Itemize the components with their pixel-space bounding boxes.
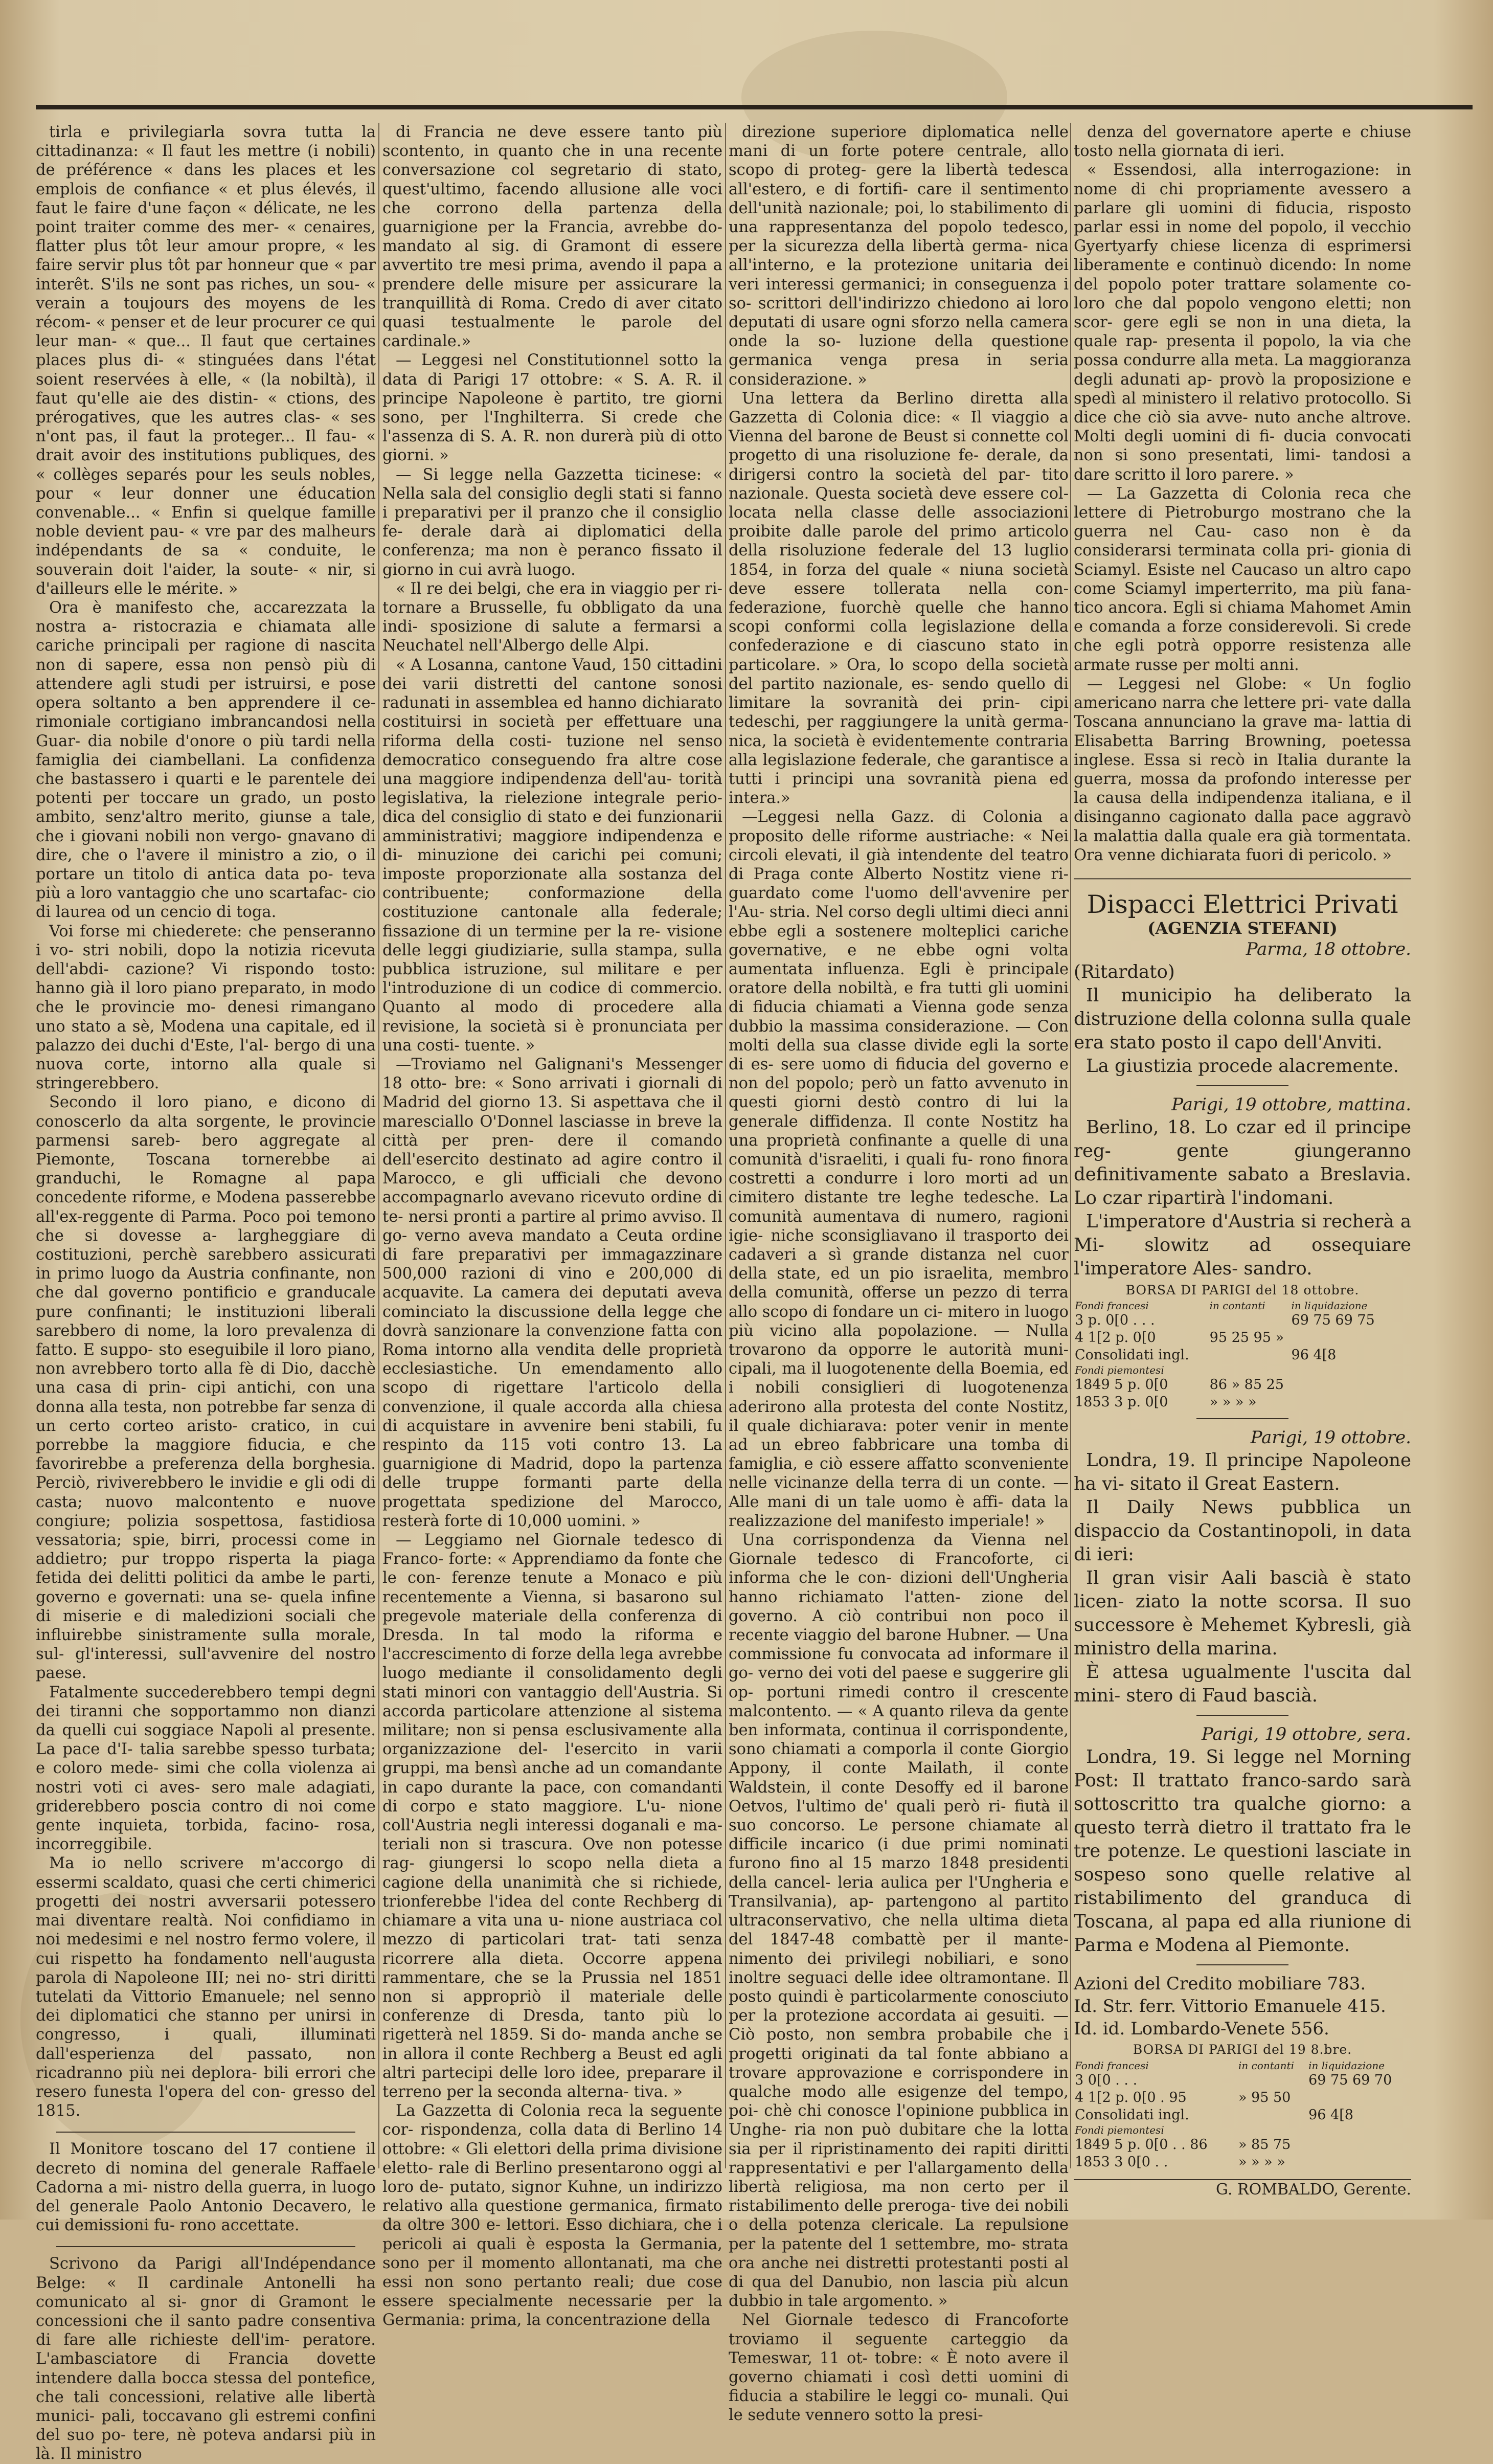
separator <box>56 2132 355 2133</box>
article-paragraph: Il Monitore toscano del 17 contiene il decreto di nomina del generale Raffaele Cadorna a mi- nistro della guerra, in luogo del generale Paolo Antonio Decavero, le cui demissioni fu- rono accettate. <box>36 2140 376 2235</box>
section-separator <box>1074 878 1411 880</box>
bourse-table <box>1074 2059 1411 2171</box>
bourse-label: 4 1[2 p. 0[0 . 95 <box>1075 2089 1187 2105</box>
bourse-value: 69 75 69 70 <box>1308 2072 1392 2088</box>
finance-line <box>1074 1995 1411 2018</box>
article-paragraph: Una lettera da Berlino diretta alla Gazzetta di Colonia dice: « Il viaggio a Vienna del barone de Beust si connette col progetto di una risoluzione fe- derale, da dirigersi contro la società del par- tito nazionale. Questa società deve essere col- locata nella classe delle associazioni proibite dalle parole del primo articolo della risoluzione federale del 13 luglio 1854, in forza del quale « niuna società deve essere tollerata nella con- federazione, fuorchè quelle che hanno scopi conformi colla legislazione della confederazione e di ciascuno stato in particolare. » Ora, lo scopo della società del partito nazionale, es- sendo quello di limitare la sovranità dei prin- cipi tedeschi, per raggiungere la unità germa- nica, la società è evidentemente contraria alla legislazione federale, che garantisce a tutti i principi una sovranità piena ed intera.» <box>729 389 1069 808</box>
bourse-value: 86 » 85 25 <box>1209 1377 1284 1393</box>
finance-label: Id. id. Lombardo-Venete <box>1074 2019 1285 2040</box>
bourse-label: Consolidati ingl. <box>1075 1347 1189 1363</box>
article-paragraph: Voi forse mi chiederete: che penseranno i vo- stri nobili, dopo la notizia ricevuta dell'abdi- cazione? Vi rispondo tosto: hanno già il loro piano preparato, in modo che le provincie mo- denesi rimangano uno stato a sè, Modena una capitale, ed il palazzo dei duchi d'Este, l'al- bergo di una nuova corte, intorno alla quale si stringerebbero. <box>36 922 376 1093</box>
bourse-head: Fondi piemontesi <box>1075 1364 1164 1377</box>
finance-line <box>1074 1973 1411 1995</box>
separator <box>1196 1715 1288 1716</box>
article-paragraph: — La Gazzetta di Colonia reca che lettere di Pietroburgo mostrano che la guerra nel Cau- caso non è da considerarsi terminata colla pri- gionia di Sciamyl. Esiste nel Caucaso un altro capo come Sciamyl imperterrito, ma più fana- tico ancora. Egli si chiama Mahomet Amin e comanda a forze considerevoli. Si crede che egli potrà opporre resistenza alle armate russe per molti anni. <box>1074 484 1411 674</box>
article-paragraph: Fatalmente succederebbero tempi degni dei tiranni che sopportammo non dianzi da quelli cui soggiace Napoli al presente. La pace d'I- talia sarebbe spesso turbata; e coloro mede- simi che colla violenza ai nostri voti ci aves- sero male adagiati, griderebbero poscia contro di noi come gente inquieta, torbida, facino- rosa, incorreggibile. <box>36 1683 376 1854</box>
bourse-table <box>1074 1300 1411 1411</box>
column-rule <box>725 123 726 2168</box>
bourse-value: » » » » <box>1238 2154 1285 2170</box>
article-paragraph: Secondo il loro piano, e dicono di conoscerlo da alta sorgente, le provincie parmensi sareb- bero aggregate al Piemonte, Toscana tornerebbe ai granduchi, le Romagne al papa concedente riforme, e Modena passerebbe all'ex-reggente di Parma. Poco poi temono che si dovesse a- largheggiare di costituzioni, perchè sarebbero assicurati in primo luogo da Austria confinante, non che dal governo pontificio e granducale pure confinanti; le instituzioni liberali sarebbero di nome, la loro prevalenza di fatto. E suppo- sto eseguibile il loro piano, non avrebbero torto alla fè di Dio, dacchè una casa di prin- cipi antichi, con una donna alla testa, non potrebbe far senza di un certo corteo aristo- cratico, in cui porrebbe la maggiore fiducia, e che favorirebbe a preferenza della borghesia. Perciò, riviverebbero le invidie e gli odi di casta; nuovo malcontento e nuove congiure; polizia sospettosa, fastidiosa vessatoria; spie, birri, processi come in addietro; pur troppo risperta la piaga fetida dei delitti politici da ambe le parti, governo e governati: una se- quela infine di miserie e di maledizioni sociali che influirebbe sinistramente sulla morale, sul- gl'interessi, sull'avvenire del nostro paese. <box>36 1093 376 1683</box>
bourse-value: » 95 50 <box>1238 2089 1291 2105</box>
article-paragraph: direzione superiore diplomatica nelle mani di un forte potere centrale, allo scopo di proteg- gere la libertà tedesca all'estero, e di fortifi- care il sentimento dell'unità nazionale; poi, lo stabilimento di una rappresentanza del popolo tedesco, per la sicurezza della libertà germa- nica all'interno, e la protezione unitaria dei veri interessi germanici; in conseguenza i so- scrittori dell'indirizzo chiedono ai loro deputati di usare ogni sforzo nella camera onde la so- luzione della questione germanica venga presa in seria considerazione. » <box>729 123 1069 389</box>
signature: G. ROMBALDO, Gerente. <box>1216 2180 1411 2199</box>
dispatch-body <box>1074 938 1411 1281</box>
article-paragraph: « Essendosi, alla interrogazione: in nome di chi propriamente avessero a parlare gli uomini di fiducia, risposto parlar essi in nome del popolo, il vecchio Gyertyarfy chiese licenza di esprimersi liberamente e continuò dicendo: In nome del popolo poter trattare solamente co- loro che dal popolo vengono eletti; non scor- gere egli se non in una dieta, la quale rap- presenta il popolo, la via che possa condurre alla meta. La maggioranza degli adunati ap- provò la proposizione e spedì al ministero il relativo protocollo. Si dice che ciò sia avve- nuto anche altrove. Molti degli uomini di fi- ducia convocati non si sono presentati, limi- tandosi a dare scritto il loro parere. » <box>1074 161 1411 484</box>
bourse-label: 1849 5 p. 0[0 . . 86 <box>1075 2136 1208 2153</box>
finance-line <box>1074 2018 1411 2040</box>
article-paragraph: — Leggesi nel Constitutionnel sotto la data di Parigi 17 ottobre: « S. A. R. il principe Napoleone è partito, tre giorni sono, per l'Inghilterra. Si crede che l'assenza di S. A. R. non durerà più di otto giorni. » <box>382 351 722 465</box>
article-paragraph: — Si legge nella Gazzetta ticinese: « Nella sala del consiglio degli stati si fanno i preparativi per il pranzo che il consiglio fe- derale darà ai diplomatici della conferenza; ma non è peranco fissato il giorno in cui avrà luogo. <box>382 465 722 579</box>
dispatch-text: Il municipio ha deliberato la distruzione della colonna sulla quale era stato posto il capo dell'Anviti. <box>1074 985 1411 1054</box>
finance-label: Id. Str. ferr. Vittorio Emanuele <box>1074 1996 1342 2017</box>
article-paragraph: — Leggiamo nel Giornale tedesco di Franco- forte: « Apprendiamo da fonte che le con- ferenze tenute a Monaco e più recentemente a Vienna, si basarono sul pregevole materiale della conferenza di Dresda. In tal modo la riforma e l'accrescimento di forze della lega avrebbe luogo mediante il consolidamento degli stati minori con vantaggio dell'Austria. Si accorda particolare attenzione al sistema militare; non si pensa esclusivamente alla organizzazione del- l'esercito in varii gruppi, ma bensì anche ad un comandante in capo durante la pace, con comandanti di corpo e stato maggiore. L'u- nione coll'Austria negli interessi doganali e ma- teriali non si trascura. Ove non potesse rag- giungersi lo scopo nella dieta a cagione della unanimità che si richiede, trionferebbe l'idea del conte Rechberg di chiamare a vita una u- nione austriaca col mezzo di particolari trat- tati senza ricorrere alla dieta. Occorre appena rammentare, che se la Prussia nel 1851 non si appropriò il materiale delle conferenze di Dresda, tanto più lo rigetterà nel 1859. Si do- manda anche se in allora il conte Rechberg a Beust ed agli altri partecipi delle loro idee, preparare il terreno per la seconda alterna- tiva. » <box>382 1531 722 2101</box>
separator <box>1196 1085 1288 1086</box>
separator <box>1196 1964 1288 1965</box>
dispatch-text: Londra, 19. Il principe Napoleone ha vi- sitato il Great Eastern. <box>1074 1450 1411 1495</box>
article-paragraph: Scrivono da Parigi all'Indépendance Belge: « Il cardinale Antonelli ha comunicato al si- gnor di Gramont le concessioni che il santo padre consentiva di fare alle richieste dell'im- peratore. L'ambasciatore di Francia dovette intendere dalla bocca stessa del pontefice, che tali concessioni, relative alle libertà munici- pali, toccavano gli estremi confini del suo po- tere, nè poteva andarsi più in là. Il ministro <box>36 2255 376 2463</box>
bourse-label: 3 p. 0[0 . . . <box>1075 1312 1155 1329</box>
dispatch-dateline: Parigi, 19 ottobre. <box>1250 1427 1411 1448</box>
dispatch-dateline: Parigi, 19 ottobre, mattina. <box>1171 1094 1411 1115</box>
column-2 <box>382 123 722 2329</box>
dispatch-text: La giustizia procede alacremente. <box>1086 1056 1399 1077</box>
separator <box>56 2246 355 2247</box>
bourse-label: 1853 3 p. 0[0 <box>1075 1394 1168 1410</box>
bourse-value: 96 4[8 <box>1291 1347 1337 1363</box>
bourse-value: 95 25 95 » <box>1209 1330 1284 1346</box>
article-paragraph: « A Losanna, cantone Vaud, 150 cittadini dei varii distretti del cantone sonosi radunati in assemblea ed hanno dichiarato costituirsi in società per effettuare una riforma della costi- tuzione nel senso democratico conseguendo fra altre cose una maggiore indipendenza dell'au- torità legislativa, la rielezione integrale perio- dica del consiglio di stato e dei funzionarii amministrativi; maggiore indipendenza e di- minuzione dei carichi pei comuni; imposte proporzionate alla sostanza del contribuente; conformazione della costituzione cantonale alla federale; fissazione di un termine per la re- visione delle leggi giudiziarie, sulla stampa, sulla pubblica istruzione, sul militare e per l'introduzione di un codice di commercio. Quanto al modo di procedere alla revisione, la società si è pronunciata per una costi- tuente. » <box>382 656 722 1055</box>
bourse-value: 96 4[8 <box>1308 2107 1353 2123</box>
column-1 <box>36 123 376 2463</box>
article-paragraph: Ma io nello scrivere m'accorgo di essermi scaldato, quasi che certi chimerici progetti dei nostri avversarii potessero mai diventare realtà. Noi confidiamo in noi medesimi e nel nostro fermo volere, il cui rispetto ha fondamento nell'augusta parola di Napoleone III; nei no- stri diritti tutelati da Vittorio Emanuele; nel senno dei diplomatici che stanno per unirsi in congresso, i quali, illuminati dall'esperienza del passato, non ricadranno più nei deplora- bili errori che resero funesta l'opera del con- gresso del 1815. <box>36 1854 376 2120</box>
dispatch-text: Il Daily News pubblica un dispaccio da Costantinopoli, in data di ieri: <box>1074 1497 1411 1565</box>
finance-value: 556. <box>1291 2019 1329 2040</box>
article-paragraph: La Gazzetta di Colonia reca la seguente cor- rispondenza, colla data di Berlino 14 ottobre: « Gli elettori della prima divisione eletto- rale di Berlino presentarono oggi al loro de- putato, signor Kuhne, un indirizzo relativo alla questione germanica, firmato da oltre 300 e- lettori. Esso dichiara, che i pericoli ai quali è esposta la Germania, sono per il momento allontanati, ma che essi non sono pertanto reali; due cose essere specialmente necessarie per la Germania: prima, la concentrazione della <box>382 2102 722 2329</box>
article-paragraph: Una corrispondenza da Vienna nel Giornale tedesco di Francoforte, ci informa che le con- dizioni dell'Ungheria hanno richiamato l'atten- zione del governo. A ciò contribui non poco il recente viaggio del barone Hubner. — Una commissione fu convocata ad informare il go- verno dei voti del paese e suggerire gli op- portuni rimedi contro il crescente malcontento. — « A quanto rileva da gente ben informata, continua il corrispondente, sono chiamati a comporla il conte Giorgio Appony, il conte Mailath, il conte Waldstein, il conte Desoffy ed il barone Oetvos, l'ultimo de' quali però ri- fiutà il suo concorso. Le persone chiamate al difficile incarico (i due primi nominati furono fino al 15 marzo 1848 presidenti della cancel- leria aulica per l'Ungheria e Transilvania), ap- partengono al partito ultraconservativo, che nella ultima dieta del 1847-48 combattè per il mante- nimento dei privilegi nobiliari, e sono inoltre seguaci delle idee oltramontane. Il posto quindi è particolarmente conosciuto per la protezione accordata ai gesuiti. — Ciò posto, non sembra probabile che i progetti originati da tal fonte abbiano a trovare approvazione e corrispondere in qualche modo alle esigenze del tempo, poi- chè chi conosce l'opinione pubblica in Unghe- ria non può dubitare che la lotta sia per il ripristinamento dei rapiti diritti rappresentativi e per l'allargamento della libertà religiosa, ma non certo per il ristabilimento delle preroga- tive dei nobili o della potenza clericale. La repulsione per la patente del 1 settembre, mo- strata ora anche nei distretti protestanti posti al di qua del Danubio, non lascia più alcun dubbio in tale argomento. » <box>729 1531 1069 2311</box>
dispatch-dateline: Parma, 18 ottobre. <box>1246 939 1411 960</box>
dispatch-text: L'imperatore d'Austria si recherà a Mi- slowitz ad ossequiare l'imperatore Ales- sandro. <box>1074 1211 1411 1280</box>
column-rule <box>378 123 379 2168</box>
bourse-value: » » » » <box>1209 1394 1257 1410</box>
article-paragraph: « Il re dei belgi, che era in viaggio per ri- tornare a Brusselle, fu obbligato da una indi- sposizione di salute a fermarsi a Neuchatel nell'Albergo delle Alpi. <box>382 579 722 655</box>
separator <box>1196 1418 1288 1419</box>
dispatch-body <box>1074 1418 1411 2040</box>
bourse-head: Fondi francesi <box>1075 1300 1149 1312</box>
bourse-label: 1853 3 0[0 . . <box>1075 2154 1168 2170</box>
bourse-title: BORSA DI PARIGI del 18 ottobre. <box>1125 1283 1360 1298</box>
bourse-head: in liquidazione <box>1291 1300 1368 1312</box>
bourse-head: in contanti <box>1209 1300 1265 1312</box>
dispatch-dateline: Parigi, 19 ottobre, sera. <box>1202 1724 1411 1745</box>
article-paragraph: —Leggesi nella Gazz. di Colonia a proposito delle riforme austriache: « Nei circoli elevati, il già intendente del teatro di Praga conte Alberto Nostitz viene ri- guardato come l'uomo dell'avvenire per l'Au- stria. Nel corso degli ultimi dieci anni ebbe egli a sostenere molteplici cariche governative, e ne ebbe ogni volta aumentata influenza. Egli è principale oratore della nobiltà, e fra tutti gli uomini di fiducia chiamati a Vienna gode senza dubbio la massima considerazione. — Con molti della sua classe divide egli la sorte di es- sere uomo di fiducia del governo e non del popolo; però un fatto avvenuto in questi giorni destò contro di lui la generale diffidenza. Il conte Nostitz ha una proprietà confinante a quelle di una comunità d'israeliti, i quali fu- rono finora costretti a condurre i loro morti ad un cimitero distante tre leghe tedesche. La comunità aumentava di numero, ragioni igie- niche sconsigliavano il trasporto dei cadaveri a sì grande distanza nel cuor della state, ed un pio israelita, membro della comunità, offerse un pezzo di terra allo scopo di fondare un ci- mitero in luogo più vicino alla popolazione. — Nulla trovarono da opporre le autorità muni- cipali, ma il luogotenente della Boemia, ed i nobili consiglieri di luogotenenza aderirono alla protesta del conte Nostitz, il quale dichiarava: poter venir in mente ad un ebreo fabbricare una tomba di famiglia, e ciò essere affatto sconveniente nelle vicinanze della terra di un conte. — Alle mani di un tale uomo è affi- data la realizzazione del manifesto imperiale! » <box>729 808 1069 1530</box>
finance-label: Azioni del Credito mobiliare <box>1074 1974 1322 1995</box>
dispatch-agency: (AGENZIA STEFANI) <box>1147 918 1338 938</box>
bourse-label: 4 1[2 p. 0[0 <box>1075 1330 1156 1346</box>
article-paragraph: tirla e privilegiarla sovra tutta la cittadinanza: « Il faut les mettre (i nobili) de préférence « dans les places et les emplois de confiance « et plus élevés, il faut le faire d'une façon « délicate, ne les point traiter comme des mer- « cenaires, flatter plus tôt leur amour propre, « les faire servir plus tôt par honneur que « par interêt. S'ils ne sont pas riches, un sou- « verain a toujours des moyens de les récom- « penser et de leur procurer ce qui leur man- « que... Il faut que certaines places plus di- « stinguées dans l'état soient reservées à elle, « (la nobiltà), il faut qu'elle aie des distin- « ctions, des prérogatives, que les autres clas- « ses n'ont pas, il faut la proteger... Il fau- « drait avoir des institutions publiques, des « collèges separés pour les seuls nobles, pour « leur donner une éducation convenable... « Enfin si quelque famille noble devient pau- « vre par des malheurs indépendants de sa « conduite, le souverain doit l'aider, la soute- « nir, si d'ailleurs elle le mérite. » <box>36 123 376 598</box>
bourse-value: 69 75 69 75 <box>1291 1312 1375 1329</box>
column-4 <box>1074 123 1411 2199</box>
finance-value: 415. <box>1347 1996 1386 2017</box>
dispatch-text: Il gran visir Aali bascià è stato licen- ziato la notte scorsa. Il suo successore è Mehemet Kybresli, già ministro della marina. <box>1074 1567 1411 1660</box>
top-rule <box>36 105 1473 109</box>
article-paragraph: Ora è manifesto che, accarezzata la nostra a- ristocrazia e chiamata alle cariche principali per ragione di nascita non di sapere, essa non pensò più di attendere agli studi per istruirsi, e pose opera soltanto a ben apprendere il ce- rimoniale cortigiano imbrancandosi nella Guar- dia nobile d'onore o più tardi nella famiglia dei ciambellani. La confidenza che bastassero i quarti e le parentele dei potenti per toccare un grado, un posto ambito, senz'altro merito, giunse a tale, che i giovani nobili non vergo- gnavano di dire, che o l'avere il ministro a zio, o il portare un titolo di antica data po- teva più a loro vantaggio che uno scartafac- cio di laurea od un cencio di toga. <box>36 599 376 922</box>
bourse-head: in liquidazione <box>1308 2059 1385 2072</box>
article-paragraph: denza del governatore aperte e chiuse tosto nella giornata di ieri. <box>1074 123 1411 161</box>
dispatch-text: Londra, 19. Si legge nel Morning Post: Il trattato franco-sardo sarà sottoscritto tra qualche giorno: a questo terrà dietro il trattato fra le tre potenze. Le questioni lasciate in sospeso sono quelle relative al ristabilimento del granduca di Toscana, al papa ed alla riunione di Parma e Modena al Piemonte. <box>1074 1746 1411 1956</box>
article-paragraph: — Leggesi nel Globe: « Un foglio americano narra che lettere pri- vate dalla Toscana annunciano la grave ma- lattia di Elisabetta Barring Browning, poetessa inglese. Essa si recò in Italia durante la guerra, mossa da profondo interesse per la causa della indipendenza italiana, e il disinganno cagionato dalla pace aggravò la malattia dalla quale era già tormentata. Ora venne dichiarata fuori di pericolo. » <box>1074 675 1411 864</box>
column-3 <box>729 123 1069 2425</box>
bourse-label: 3 0[0 . . . <box>1075 2072 1138 2088</box>
dispatch-text: È attesa ugualmente l'uscita dal mini- stero di Faud bascià. <box>1074 1662 1411 1707</box>
bourse-title: BORSA DI PARIGI del 19 8.bre. <box>1133 2042 1352 2057</box>
column-rule <box>1070 123 1071 2168</box>
bourse-head: in contanti <box>1238 2059 1294 2072</box>
finance-value: 783. <box>1327 1974 1366 1995</box>
article-paragraph: —Troviamo nel Galignani's Messenger 18 otto- bre: « Sono arrivati i giornali di Madrid del giorno 13. Si aspettava che il maresciallo O'Donnel lasciasse in breve la città per pren- dere il comando dell'esercito destinato ad agire contro il Marocco, e gli ufficiali che devono accompagnarlo avevano ricevuto ordine di te- nersi pronti a partire al primo avviso. Il go- verno aveva mandato a Ceuta ordine di fare preparativi per immagazzinare 500,000 razioni di vino e 200,000 di acquavite. La camera dei deputati aveva cominciato la discussione della legge che dovrà sanzionare la convenzione fatta con Roma intorno alla vendita delle proprietà ecclesiastiche. Un emendamento allo scopo di rigettare l'articolo della convenzione, il quale accorda alla chiesa di acquistare in avvenire beni stabili, fu respinto da 115 voti contro 13. La guarnigione di Madrid, dopo la partenza delle truppe formanti parte della progettata spedizione del Marocco, resterà forte di 10,000 uomini. » <box>382 1055 722 1530</box>
bourse-label: 1849 5 p. 0[0 <box>1075 1377 1168 1393</box>
bourse-head: Fondi piemontesi <box>1075 2123 1164 2136</box>
dispatch-title: Dispacci Elettrici Privati <box>1087 889 1398 919</box>
dispatch-text: Berlino, 18. Lo czar ed il principe reg- gente giungeranno definitivamente sabato a Breslavia. Lo czar ripartirà l'indomani. <box>1074 1117 1411 1209</box>
bourse-label: Consolidati ingl. <box>1075 2107 1189 2123</box>
article-paragraph: Nel Giornale tedesco di Francoforte troviamo il seguente carteggio da Temeswar, 11 ot- tobre: « È noto avere il governo chiamati i così detti uomini di fiducia a stabilire le leggi co- munali. Qui le sedute vennero sotto la presi- <box>729 2311 1069 2425</box>
bourse-head: Fondi francesi <box>1075 2059 1149 2072</box>
bourse-value: » 85 75 <box>1238 2136 1291 2153</box>
dispatch-note: (Ritardato) <box>1074 961 1175 983</box>
article-paragraph: di Francia ne deve essere tanto più scontento, in quanto che in una recente conversazione col segretario di stato, quest'ultimo, facendo allusione alle voci che corrono della partenza della guarnigione per la Francia, avrebbe do- mandato al sig. di Gramont di essere avvertito tre mesi prima, avendo il papa a prendere delle misure per assicurare la tranquillità di Roma. Credo di aver citato quasi testualmente le parole del cardinale.» <box>382 123 722 351</box>
